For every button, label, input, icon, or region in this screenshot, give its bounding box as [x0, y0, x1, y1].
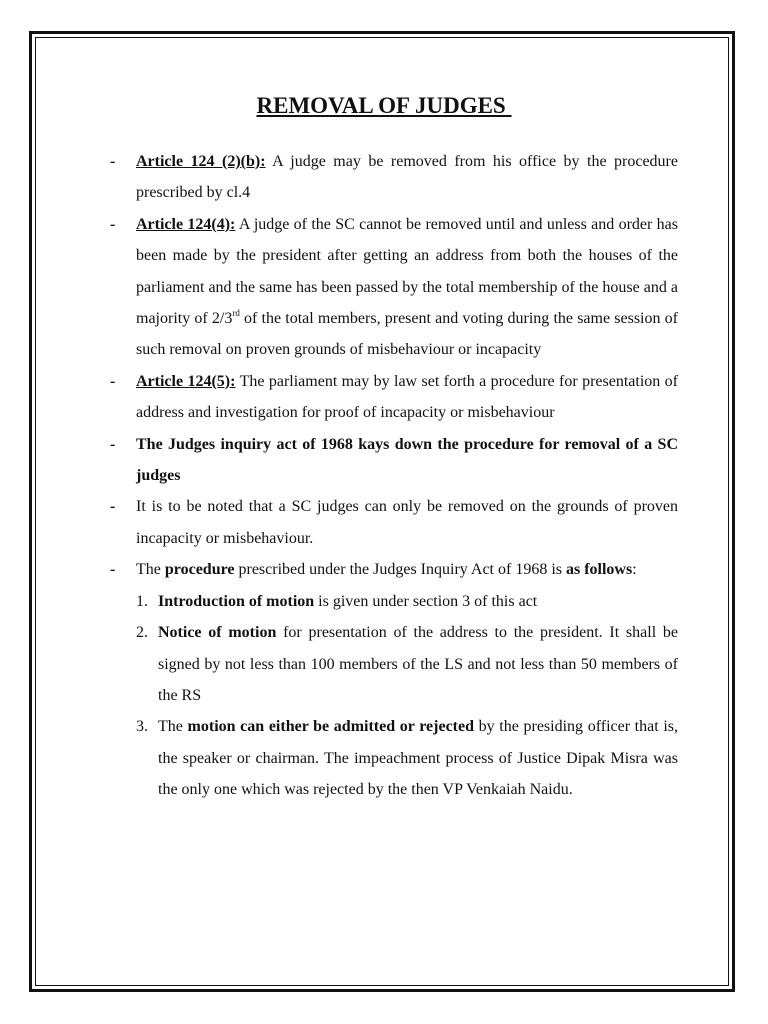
step-number: 2.: [136, 624, 148, 642]
item-text: prescribed under the Judges Inquiry Act of 1968 is: [234, 561, 566, 579]
list-item-article-124-2b: [110, 146, 678, 209]
item-text: It is to be noted that a SC judges can only be removed on the grounds of proven incapacity or misbehaviour.: [136, 498, 678, 547]
bullet-dash: -: [110, 372, 116, 390]
list-item-judges-inquiry-act: [110, 429, 678, 492]
step-number: 3.: [136, 718, 148, 736]
list-item-procedure: [110, 554, 678, 585]
document-body: [110, 146, 678, 806]
article-reference: Article 124(4):: [136, 215, 236, 233]
step-text: for presentation of the address to the president. It shall be signed by not less than 100 members of the LS and not less than 50 members of the RS: [158, 624, 679, 704]
item-bold-text: procedure: [164, 561, 235, 579]
item-text: The parliament may by law set forth a procedure for presentation of address and investigation for proof of incapacity or misbehaviour: [136, 372, 679, 422]
item-bold-text: as follows: [565, 561, 633, 579]
numbered-item-notice: [110, 617, 678, 711]
step-text: The: [158, 718, 188, 736]
article-reference: Article 124 (2)(b):: [136, 153, 266, 170]
item-bold-text: The Judges inquiry act of 1968 kays down the procedure for removal of a SC judges: [136, 435, 678, 485]
numbered-item-admission: [110, 711, 678, 805]
bullet-dash: -: [110, 153, 116, 170]
bullet-dash: -: [110, 498, 116, 516]
list-item-article-124-4: [110, 209, 678, 366]
item-text: :: [632, 561, 637, 579]
bullet-dash: -: [110, 215, 116, 233]
step-text: is given under section 3 of this act: [314, 592, 538, 610]
bullet-dash: -: [110, 561, 116, 579]
step-bold-text: motion can either be admitted or rejected: [187, 718, 475, 736]
step-text: by the presiding officer that is, the speaker or chairman. The impeachment process of Justice Dipak Misra was the only one which was rejected by the then VP Venkaiah Naidu.: [158, 718, 678, 799]
list-item-article-124-5: [110, 366, 678, 429]
item-text-continued: of the total members, present and voting during the same session of such removal on proven grounds of misbehaviour or incapacity: [136, 310, 679, 359]
item-text: A judge of the SC cannot be removed until and unless and order has been made by the president after getting an address from both the houses of the parliament and the same has been passed by the total membership of the house and a majority of 2/3: [136, 215, 679, 328]
bullet-dash: -: [110, 435, 116, 453]
step-bold-text: Notice of motion: [158, 624, 277, 642]
superscript: rd: [232, 308, 240, 319]
page-title: REMOVAL OF JUDGES: [256, 93, 512, 118]
step-bold-text: Introduction of motion: [158, 592, 315, 610]
item-text: The: [136, 561, 165, 579]
list-item-grounds-of-removal: [110, 491, 678, 554]
step-number: 1.: [136, 592, 148, 610]
numbered-item-introduction: [110, 586, 678, 617]
article-reference: Article 124(5):: [136, 372, 236, 390]
item-text: A judge may be removed from his office by the procedure prescribed by cl.4: [136, 153, 678, 202]
